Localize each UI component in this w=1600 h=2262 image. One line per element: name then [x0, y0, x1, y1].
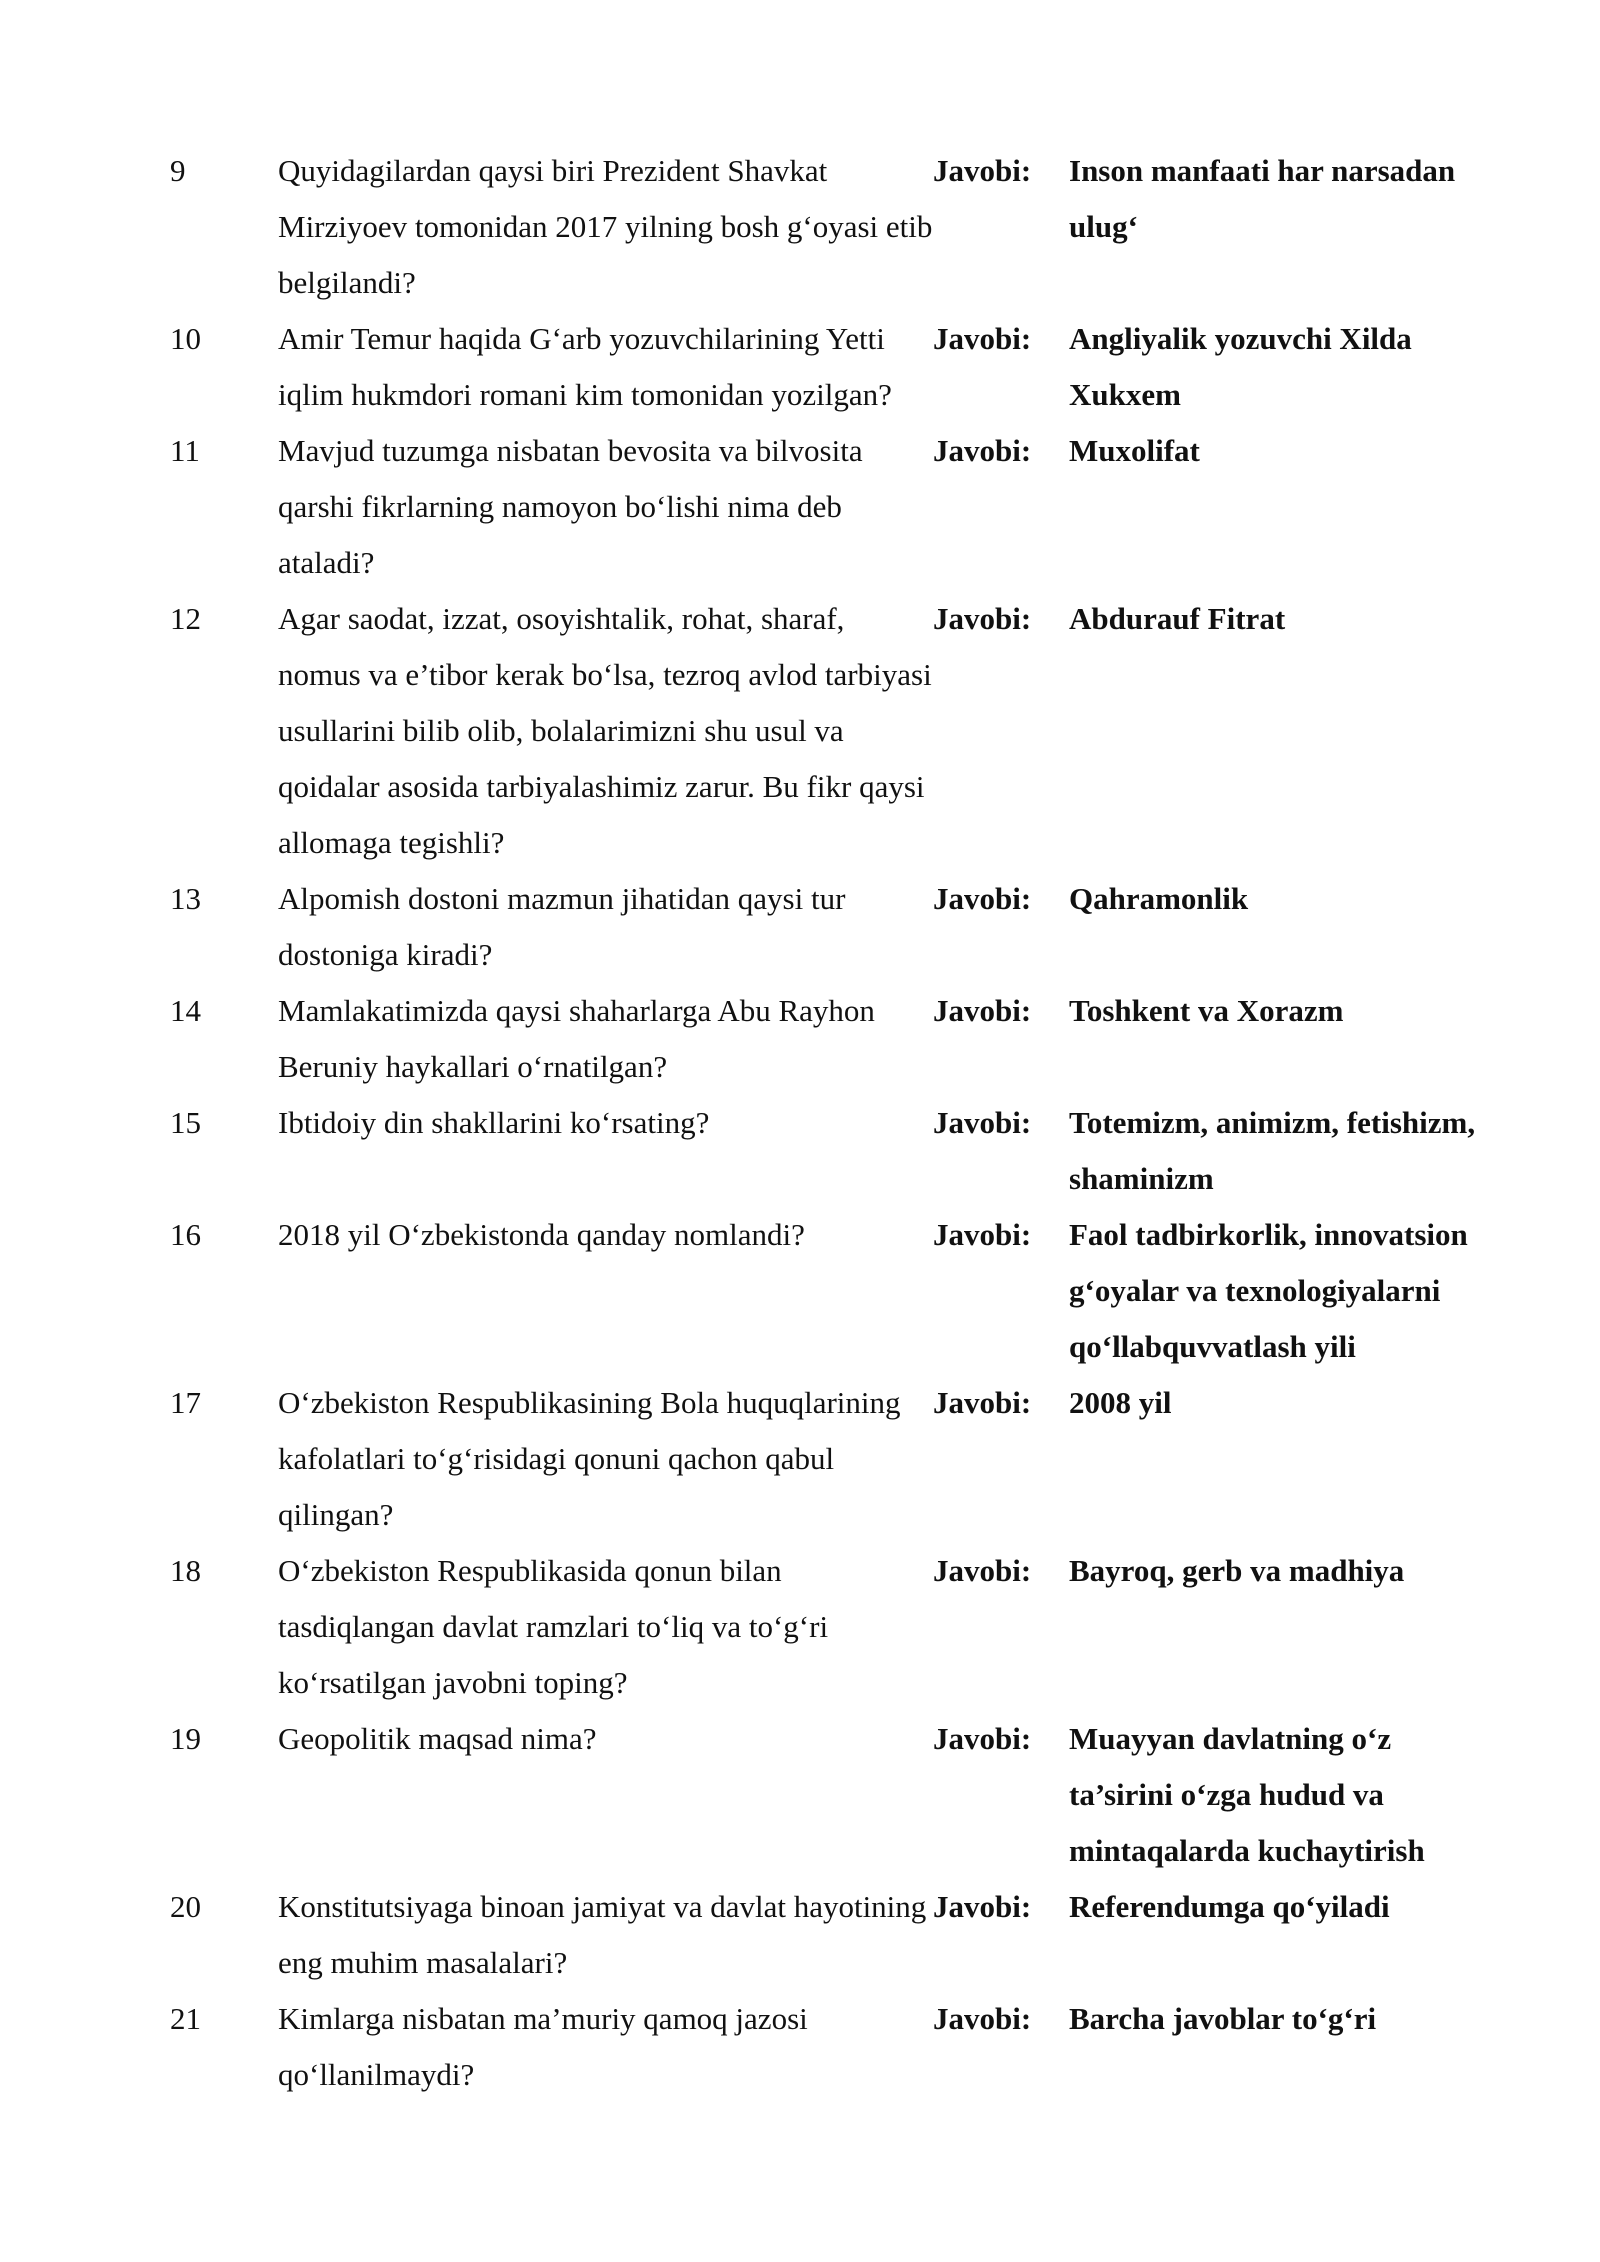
qa-row-13: [170, 871, 1510, 983]
answer-text: Inson manfaati har narsadan ulug‘: [1069, 153, 1456, 244]
answer-text: Faol tadbirkorlik, innovatsion g‘oyalar va texnologiyalarni qo‘llabquvvatlash yili: [1069, 1217, 1468, 1364]
qa-row-21: [170, 1991, 1510, 2103]
answer-label: Javobi:: [933, 1217, 1032, 1252]
answer-label: Javobi:: [933, 321, 1032, 356]
answer-label: Javobi:: [933, 993, 1032, 1028]
question-number: 9: [170, 153, 186, 188]
question-text: O‘zbekiston Respublikasining Bola huquqlarining kafolatlari to‘g‘risidagi qonuni qachon qabul qilingan?: [278, 1385, 901, 1532]
answer-text: Bayroq, gerb va madhiya: [1069, 1553, 1405, 1588]
qa-row-16: [170, 1207, 1510, 1375]
qa-row-10: [170, 311, 1510, 423]
answer-text: Angliyalik yozuvchi Xilda Xukxem: [1069, 321, 1412, 412]
question-number: 10: [170, 321, 201, 356]
question-number: 15: [170, 1105, 201, 1140]
qa-row-15: [170, 1095, 1510, 1207]
answer-text: Referendumga qo‘yiladi: [1069, 1889, 1390, 1924]
qa-row-20: [170, 1879, 1510, 1991]
qa-row-17: [170, 1375, 1510, 1543]
question-text: Konstitutsiyaga binoan jamiyat va davlat hayotining eng muhim masalalari?: [278, 1889, 927, 1980]
question-text: Geopolitik maqsad nima?: [278, 1721, 597, 1756]
question-text: Ibtidoiy din shakllarini ko‘rsating?: [278, 1105, 710, 1140]
question-text: Alpomish dostoni mazmun jihatidan qaysi tur dostoniga kiradi?: [278, 881, 846, 972]
question-text: Agar saodat, izzat, osoyishtalik, rohat, sharaf, nomus va e’tibor kerak bo‘lsa, tezroq avlod tarbiyasi usullarini bilib olib, bolalarimizni shu usul va qoidalar asosida tarbiyalashimiz zarur. Bu fikr qaysi allomaga tegishli?: [278, 601, 932, 860]
question-number: 18: [170, 1553, 201, 1588]
qa-row-14: [170, 983, 1510, 1095]
question-number: 20: [170, 1889, 201, 1924]
question-text: Mavjud tuzumga nisbatan bevosita va bilvosita qarshi fikrlarning namoyon bo‘lishi nima deb ataladi?: [278, 433, 863, 580]
qa-row-18: [170, 1543, 1510, 1711]
answer-label: Javobi:: [933, 601, 1032, 636]
answer-label: Javobi:: [933, 1385, 1032, 1420]
answer-label: Javobi:: [933, 1889, 1032, 1924]
qa-row-19: [170, 1711, 1510, 1879]
answer-text: Abdurauf Fitrat: [1069, 601, 1286, 636]
question-number: 19: [170, 1721, 201, 1756]
question-text: Quyidagilardan qaysi biri Prezident Shavkat Mirziyoev tomonidan 2017 yilning bosh g‘oyasi etib belgilandi?: [278, 153, 933, 300]
question-number: 11: [170, 433, 200, 468]
question-number: 14: [170, 993, 201, 1028]
answer-label: Javobi:: [933, 1553, 1032, 1588]
question-text: Amir Temur haqida G‘arb yozuvchilarining Yetti iqlim hukmdori romani kim tomonidan yozilgan?: [278, 321, 892, 412]
qa-row-11: [170, 423, 1510, 591]
answer-text: Muayyan davlatning o‘z ta’sirini o‘zga hudud va mintaqalarda kuchaytirish: [1069, 1721, 1425, 1868]
question-number: 12: [170, 601, 201, 636]
answer-label: Javobi:: [933, 2001, 1032, 2036]
question-text: O‘zbekiston Respublikasida qonun bilan tasdiqlangan davlat ramzlari to‘liq va to‘g‘ri ko‘rsatilgan javobni toping?: [278, 1553, 829, 1700]
answer-text: Barcha javoblar to‘g‘ri: [1069, 2001, 1377, 2036]
answer-label: Javobi:: [933, 1721, 1032, 1756]
question-number: 16: [170, 1217, 201, 1252]
question-answer-list: [170, 143, 1510, 2103]
qa-row-9: [170, 143, 1510, 311]
question-text: 2018 yil O‘zbekistonda qanday nomlandi?: [278, 1217, 805, 1252]
answer-text: Toshkent va Xorazm: [1069, 993, 1344, 1028]
question-number: 21: [170, 2001, 201, 2036]
answer-text: Qahramonlik: [1069, 881, 1249, 916]
answer-text: Totemizm, animizm, fetishizm, shaminizm: [1069, 1105, 1476, 1196]
answer-label: Javobi:: [933, 433, 1032, 468]
question-number: 13: [170, 881, 201, 916]
qa-row-12: [170, 591, 1510, 871]
answer-text: Muxolifat: [1069, 433, 1200, 468]
question-text: Mamlakatimizda qaysi shaharlarga Abu Rayhon Beruniy haykallari o‘rnatilgan?: [278, 993, 875, 1084]
question-number: 17: [170, 1385, 201, 1420]
question-text: Kimlarga nisbatan ma’muriy qamoq jazosi qo‘llanilmaydi?: [278, 2001, 808, 2092]
answer-text: 2008 yil: [1069, 1385, 1172, 1420]
answer-label: Javobi:: [933, 881, 1032, 916]
answer-label: Javobi:: [933, 153, 1032, 188]
answer-label: Javobi:: [933, 1105, 1032, 1140]
